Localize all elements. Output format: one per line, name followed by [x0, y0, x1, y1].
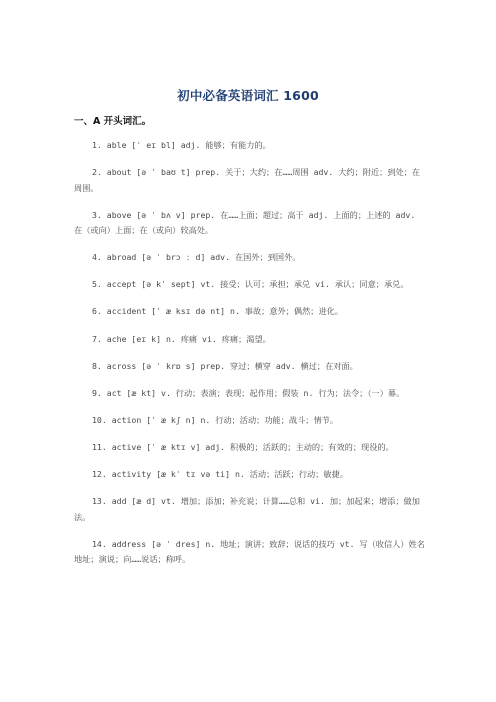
vocabulary-entry: 1. able [ˈ eɪ bl] adj. 能够；有能力的。	[92, 140, 271, 150]
vocabulary-entry: 12. activity [æ kˈ tɪ və ti] n. 活动；活跃；行动；敏捷。	[92, 469, 348, 480]
vocabulary-entry: 11. active [ˈ æ ktɪ v] adj. 积极的；活跃的；主动的；有效的；现役的。	[92, 441, 394, 452]
vocabulary-entry: 13. add [æ d] vt. 增加；添加；补充说；计算……总和 vi. 加；加起来；增添；做加法。	[74, 496, 420, 522]
vocabulary-entry: 10. action [ˈ æ kʃ n] n. 行动；活动；功能；战斗；情节。	[92, 414, 339, 425]
section-heading: 一、A 开头词汇。	[74, 116, 152, 127]
vocabulary-entry: 3. above [ə ˈ bʌ v] prep. 在……上面；超过；高于 adj. 上面的；上述的 adv. 在（或向）上面；在（或向）较高处。	[74, 209, 416, 236]
vocabulary-entry: 5. accept [ə kˈ sept] vt. 接受；认可；承担；承兑 vi. 承认；同意；承兑。	[92, 279, 409, 290]
vocabulary-entry: 8. across [ə ˈ krɒ s] prep. 穿过；横穿 adv. 横过；在对面。	[92, 360, 358, 371]
vocabulary-entry: 2. about [ə ˈ baʊ t] prep. 关于；大约；在……周围 adv. 大约；附近；到处；在周围。	[74, 167, 421, 193]
vocabulary-entry: 9. act [æ kt] v. 行动；表演；表现；起作用；假装 n. 行为；法令；（一）幕。	[92, 387, 405, 398]
vocabulary-entry: 14. address [ə ˈ dres] n. 地址；演讲；致辞；说话的技巧 vt. 写（收信人）姓名地址；演说；向……说话；称呼。	[74, 538, 425, 565]
vocabulary-entry: 6. accident [ˈ æ ksɪ də nt] n. 事故；意外；偶然；进化。	[92, 306, 344, 317]
vocabulary-entry: 4. abroad [ə ˈ brɔ ː d] adv. 在国外；到国外。	[92, 252, 301, 263]
vocabulary-entry: 7. ache [eɪ k] n. 疼痛 vi. 疼痛；渴望。	[92, 333, 271, 344]
vocabulary-list	[74, 138, 426, 579]
document-title: 初中必备英语词汇 1600	[177, 88, 319, 103]
